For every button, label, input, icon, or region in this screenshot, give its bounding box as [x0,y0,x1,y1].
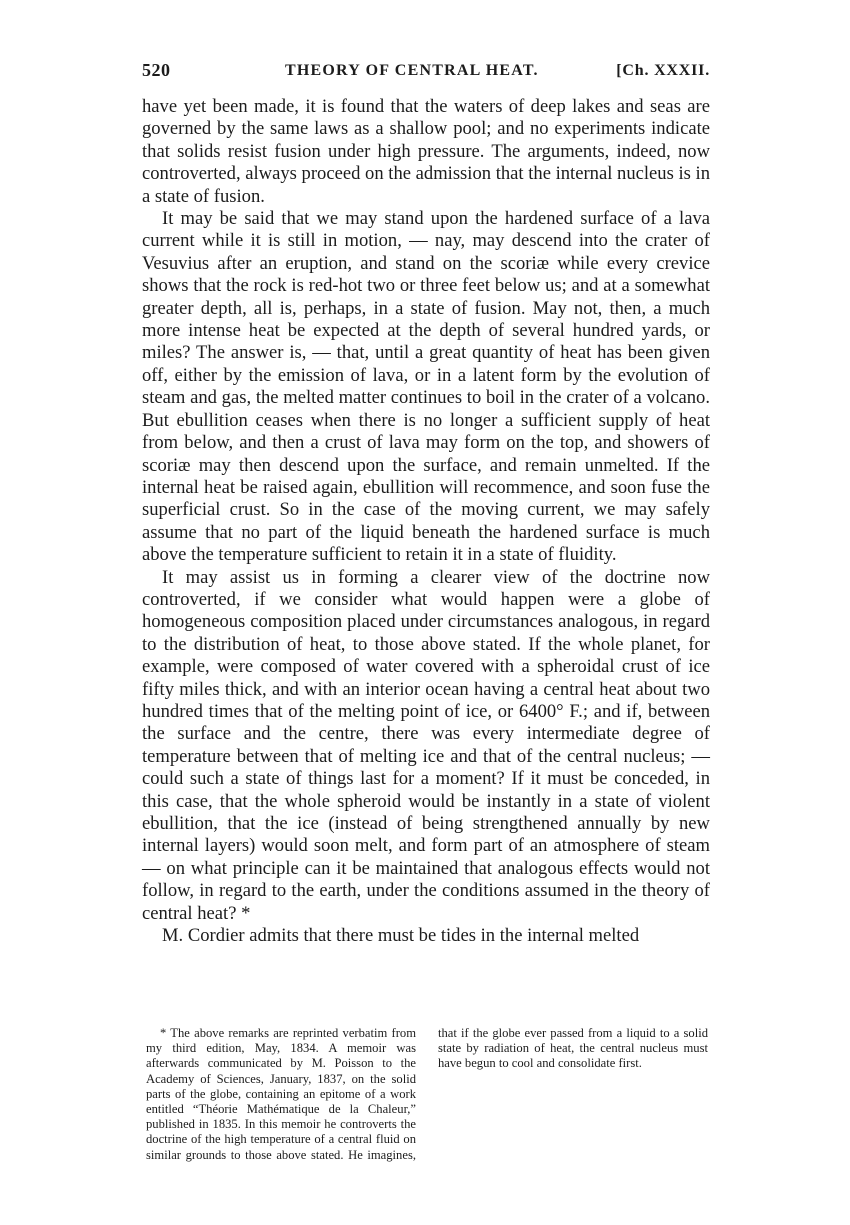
paragraph-cordier: M. Cordier admits that there must be tides in the internal melted [162,925,640,947]
paragraph-globe-analogy: It may assist us in forming a clearer view of the doctrine now controverted, if we consider what would happen were a globe of homogeneous composition placed under circumstances analogous, in regard to the distribution of heat, to those above stated. If the whole planet, for example, were composed of water covered with a spheroidal crust of ice fifty miles thick, and with an interior ocean having a central heat about two hundred times that of the melting point of ice, or 6400° F.; and if, between the surface and the centre, there was every intermediate degree of temperature between that of melting ice and that of the central nucleus; — could such a state of things last for a moment? If it must be conceded, in this case, that the whole spheroid would be instantly in a state of violent ebullition, that the ice (instead of being strengthened annually by new internal layers) would soon melt, and form part of an atmosphere of steam — on what principle can it be maintained that analogous effects would not follow, in regard to the earth, under the conditions assumed in the theory of central heat? * [142,566,710,924]
footnote [146,1026,708,1166]
paragraph-continuation: have yet been made, it is found that the waters of deep lakes and seas are governed by the same laws as a shallow pool; and no experiments indicate that solids resist fusion under high pressure. The arguments, indeed, now controverted, always proceed on the admission that the internal nucleus is in a state of fusion. [142,96,710,207]
page-number: 520 [142,60,171,80]
chapter-label: [Ch. XXXII. [616,62,710,79]
body-text [142,96,710,947]
running-title: THEORY OF CENTRAL HEAT. [285,62,539,79]
running-head [142,60,710,88]
paragraph-lava-current: It may be said that we may stand upon the hardened surface of a lava current while it is still in motion, — nay, may descend into the crater of Vesuvius after an eruption, and stand on the scoriæ while every crevice shows that the rock is red-hot two or three feet below us; and at a somewhat greater depth, all is, perhaps, in a state of fusion. May not, then, a much more intense heat be expected at the depth of several hundred yards, or miles? The answer is, — that, until a great quantity of heat has been given off, either by the emission of lava, or in a latent form by the evolution of steam and gas, the melted matter continues to boil in the crater of a volcano. But ebullition ceases when there is no longer a sufficient supply of heat from below, and then a crust of lava may form on the top, and showers of scoriæ may then descend upon the surface, and remain unmelted. If the internal heat be raised again, ebullition will recommence, and soon fuse the superficial crust. So in the case of the moving current, we may safely assume that no part of the liquid beneath the hardened surface is much above the temperature sufficient to retain it in a state of fluidity. [142,208,710,566]
footnote-text: * The above remarks are reprinted verbatim from my third edition, May, 1834. A memoir was afterwards communicated by M. Poisson to the Academy of Sciences, January, 1837, on the solid parts of the globe, containing an epitome of a work entitled “Théorie Mathématique de la Chaleur,” published in 1835. In this memoir he controverts the doctrine of the high temperature of a central fluid on similar grounds to those above stated. He imagines, that if the globe ever passed from a liquid to a solid state by radiation of heat, the central nucleus must have begun to cool and consolidate first. [146,1026,708,1162]
